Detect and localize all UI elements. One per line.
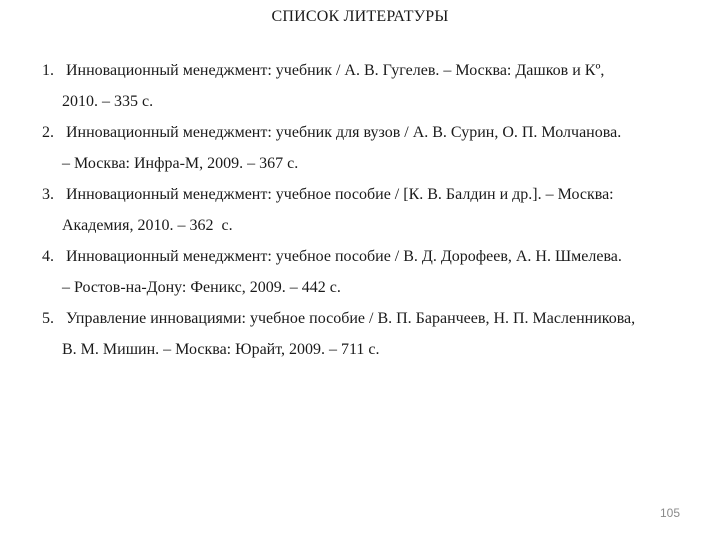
reference-continuation: – Ростов-на-Дону: Феникс, 2009. – 442 с. bbox=[62, 278, 341, 296]
reference-continuation: Академия, 2010. – 362 с. bbox=[62, 216, 233, 234]
reference-number: 4. bbox=[42, 248, 54, 265]
reference-line bbox=[42, 242, 710, 273]
reference-item-3 bbox=[42, 180, 710, 241]
reference-continuation: 2010. – 335 с. bbox=[62, 92, 154, 110]
reference-continuation: В. М. Мишин. – Москва: Юрайт, 2009. – 711 с. bbox=[62, 340, 380, 358]
reference-line bbox=[42, 56, 710, 87]
reference-line bbox=[42, 118, 710, 149]
reference-text: Инновационный менеджмент: учебное пособие / [К. В. Балдин и др.]. – Москва: bbox=[66, 186, 614, 203]
reference-text: Инновационный менеджмент: учебное пособие / В. Д. Дорофеев, А. Н. Шмелева. bbox=[66, 248, 622, 265]
reference-continuation: – Москва: Инфра-М, 2009. – 367 с. bbox=[62, 154, 299, 172]
reference-number: 3. bbox=[42, 186, 54, 203]
reference-item-4 bbox=[42, 242, 710, 303]
reference-line bbox=[42, 180, 710, 211]
page-number: 105 bbox=[659, 506, 681, 520]
reference-text: Инновационный менеджмент: учебник для вузов / А. В. Сурин, О. П. Молчанова. bbox=[66, 124, 622, 141]
reference-item-5 bbox=[42, 304, 710, 365]
reference-list bbox=[42, 56, 710, 366]
reference-item-2 bbox=[42, 118, 710, 179]
reference-number: 5. bbox=[42, 310, 54, 327]
reference-number: 2. bbox=[42, 124, 54, 141]
reference-line bbox=[42, 304, 710, 335]
reference-number: 1. bbox=[42, 62, 54, 79]
reference-text: Управление инновациями: учебное пособие / В. П. Баранчеев, Н. П. Масленникова, bbox=[66, 310, 636, 327]
page-title: СПИСОК ЛИТЕРАТУРЫ bbox=[271, 8, 449, 25]
reference-text: Инновационный менеджмент: учебник / А. В. Гугелев. – Москва: Дашков и Кº, bbox=[66, 62, 605, 79]
reference-item-1 bbox=[42, 56, 710, 117]
